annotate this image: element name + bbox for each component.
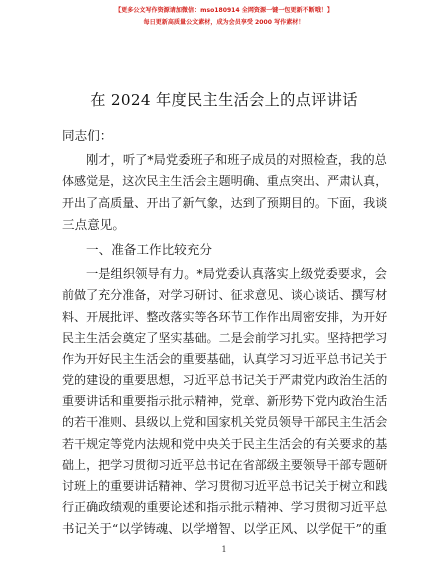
paragraph-line: 一是组织领导有力。*局党委认真落实上级党委要求，会 (86, 267, 387, 282)
paragraph-line: 民主生活会奠定了坚实基础。二是会前学习扎实。坚持把学习 (62, 330, 388, 345)
document-title: 在 2024 年度民主生活会上的点评讲话 (90, 91, 358, 109)
section-heading: 一、准备工作比较充分 (86, 241, 212, 257)
paragraph-line: 的若干准则、县级以上党和国家机关党员领导干部民主生活会 (62, 415, 388, 430)
paragraph-line: 体感觉是，这次民主生活会主题明确、重点突出、严肃认真， (62, 174, 388, 189)
promo-banner-line-1: 【更多公文写作资源请加微信：mso180914 全网资源一键一包更新不断哦！】 (115, 7, 333, 14)
paragraph-line: 刚才，听了*局党委班子和班子成员的对照检查，我的总 (86, 153, 387, 168)
paragraph-line: 开出了高质量、开出了新气象，达到了预期目的。下面，我谈 (62, 195, 388, 210)
paragraph-line: 料、开展批评、整改落实等各环节工作作出周密安排，为开好 (62, 309, 388, 324)
paragraph-line: 党的建设的重要思想，习近平总书记关于严肃党内政治生活的 (62, 373, 388, 388)
page-number: 1 (221, 545, 227, 554)
paragraph-line: 若干规定等党内法规和党中央关于民主生活会的有关要求的基 (62, 436, 388, 451)
paragraph-line: 作为开好民主生活会的重要基础，认真学习习近平总书记关于 (62, 351, 388, 366)
paragraph-line: 讨班上的重要讲话精神、学习贯彻习近平总书记关于树立和践 (62, 479, 388, 493)
paragraph-line: 书记关于“以学铸魂、以学增智、以学正风、以学促干”的重 (62, 521, 387, 537)
document-body (62, 125, 389, 540)
paragraph-line: 前做了充分准备，对学习研讨、征求意见、谈心谈话、撰写材 (62, 288, 388, 303)
promo-banner-line-2: 每日更新高质量公文素材，成为会员享受 2000 写作素材！ (143, 19, 305, 26)
paragraph-line: 础上，把学习贯彻习近平总书记在省部级主要领导干部专题研 (62, 457, 388, 472)
paragraph-line: 三点意见。 (62, 216, 125, 232)
salutation: 同志们： (62, 128, 113, 143)
paragraph-line: 行正确政绩观的重要论述和指示批示精神、学习贯彻习近平总 (62, 500, 388, 515)
paragraph-line: 重要讲话和重要指示批示精神，党章、新形势下党内政治生活 (62, 394, 388, 409)
